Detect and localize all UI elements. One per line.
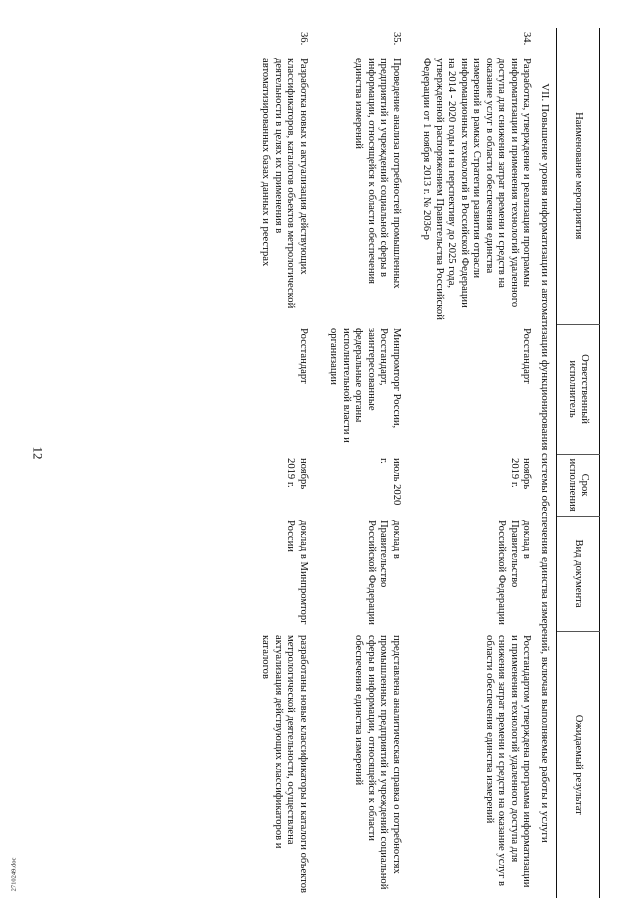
table-row bbox=[311, 28, 404, 898]
header-name: Наименование мероприятия bbox=[557, 28, 600, 324]
row-executor: Росстандарт bbox=[297, 328, 309, 384]
header-result: Ожидаемый результат bbox=[557, 631, 600, 898]
page-number: 12 bbox=[30, 446, 45, 460]
row-name: Разработка новых и актуализация действующих классификаторов, каталогов объектов метрологической деятельности в целях их применения в автоматизированных базах данных и реестрах bbox=[260, 58, 309, 309]
row-number: 35. bbox=[390, 32, 402, 46]
section-row bbox=[534, 28, 556, 898]
section-title: VII. Повышение уровня информатизации и автоматизации функционирования системы обеспечения единства измерений, включая выполняемые работы и услуги bbox=[539, 83, 551, 843]
row-deadline: ноябрь 2019 г. bbox=[508, 458, 533, 490]
table-row bbox=[404, 28, 535, 898]
row-deadline: ноябрь 2019 г. bbox=[285, 458, 309, 490]
row-name: Разработка, утверждение и реализация программы информатизации и применения технологий удаленного доступа для снижения затрат времени и средств на оказание услуг в области обеспечения единства измерений в рамках Стратегии развития отрасли информационных технологий в Российской Федерации на 2014 - 2020 годы и на перспективу до 2025 года, утвержденной распоряжением Правительства Российской Федерации от 1 ноября 2013 г. № 2036-р bbox=[421, 58, 533, 320]
row-result: представлена аналитическая справка о потребностях промышленных предприятий и учреждений социальной сферы в информации, относящейся к области обеспечения единства измерений bbox=[353, 635, 402, 890]
row-doc-type: доклад в Минпромторг России bbox=[285, 520, 309, 625]
row-executor: Росстандарт bbox=[521, 328, 533, 384]
header-doc-type: Вид документа bbox=[557, 516, 600, 631]
measures-table bbox=[243, 28, 600, 898]
row-deadline: июль 2020 г. bbox=[378, 458, 402, 506]
row-executor: Минпромторг России, Росстандарт, заинтересованные федеральные органы исполнительной власти и организации bbox=[328, 328, 402, 443]
header-executor: Ответственный исполнитель bbox=[557, 324, 600, 454]
row-result: Росстандартом утверждена программа информатизации и применения технологий удаленного доступа для снижения затрат времени и средств на оказание услуг в области обеспечения единства измерений bbox=[483, 635, 533, 888]
row-result: разработаны новые классификаторы и каталоги объектов метрологической деятельности, осуществлена актуализация действующих классификаторов и каталогов bbox=[260, 635, 309, 894]
footer-doc-code: 2710249.doc bbox=[10, 857, 18, 891]
header-deadline: Срок исполнения bbox=[557, 454, 600, 516]
table-header-row bbox=[557, 28, 600, 898]
row-doc-type: доклад в Правительство Российской Федерации bbox=[496, 520, 533, 625]
row-name: Проведение анализа потребностей промышленных предприятий и учреждений социальной сферы в информации, относящейся к области обеспечения единства измерений bbox=[353, 58, 402, 289]
row-number: 36. bbox=[297, 32, 309, 46]
table-row bbox=[243, 28, 311, 898]
rotated-table-page bbox=[35, 28, 600, 898]
row-number: 34. bbox=[521, 32, 533, 46]
row-doc-type: доклад в Правительство Российской Федерации bbox=[365, 520, 402, 625]
